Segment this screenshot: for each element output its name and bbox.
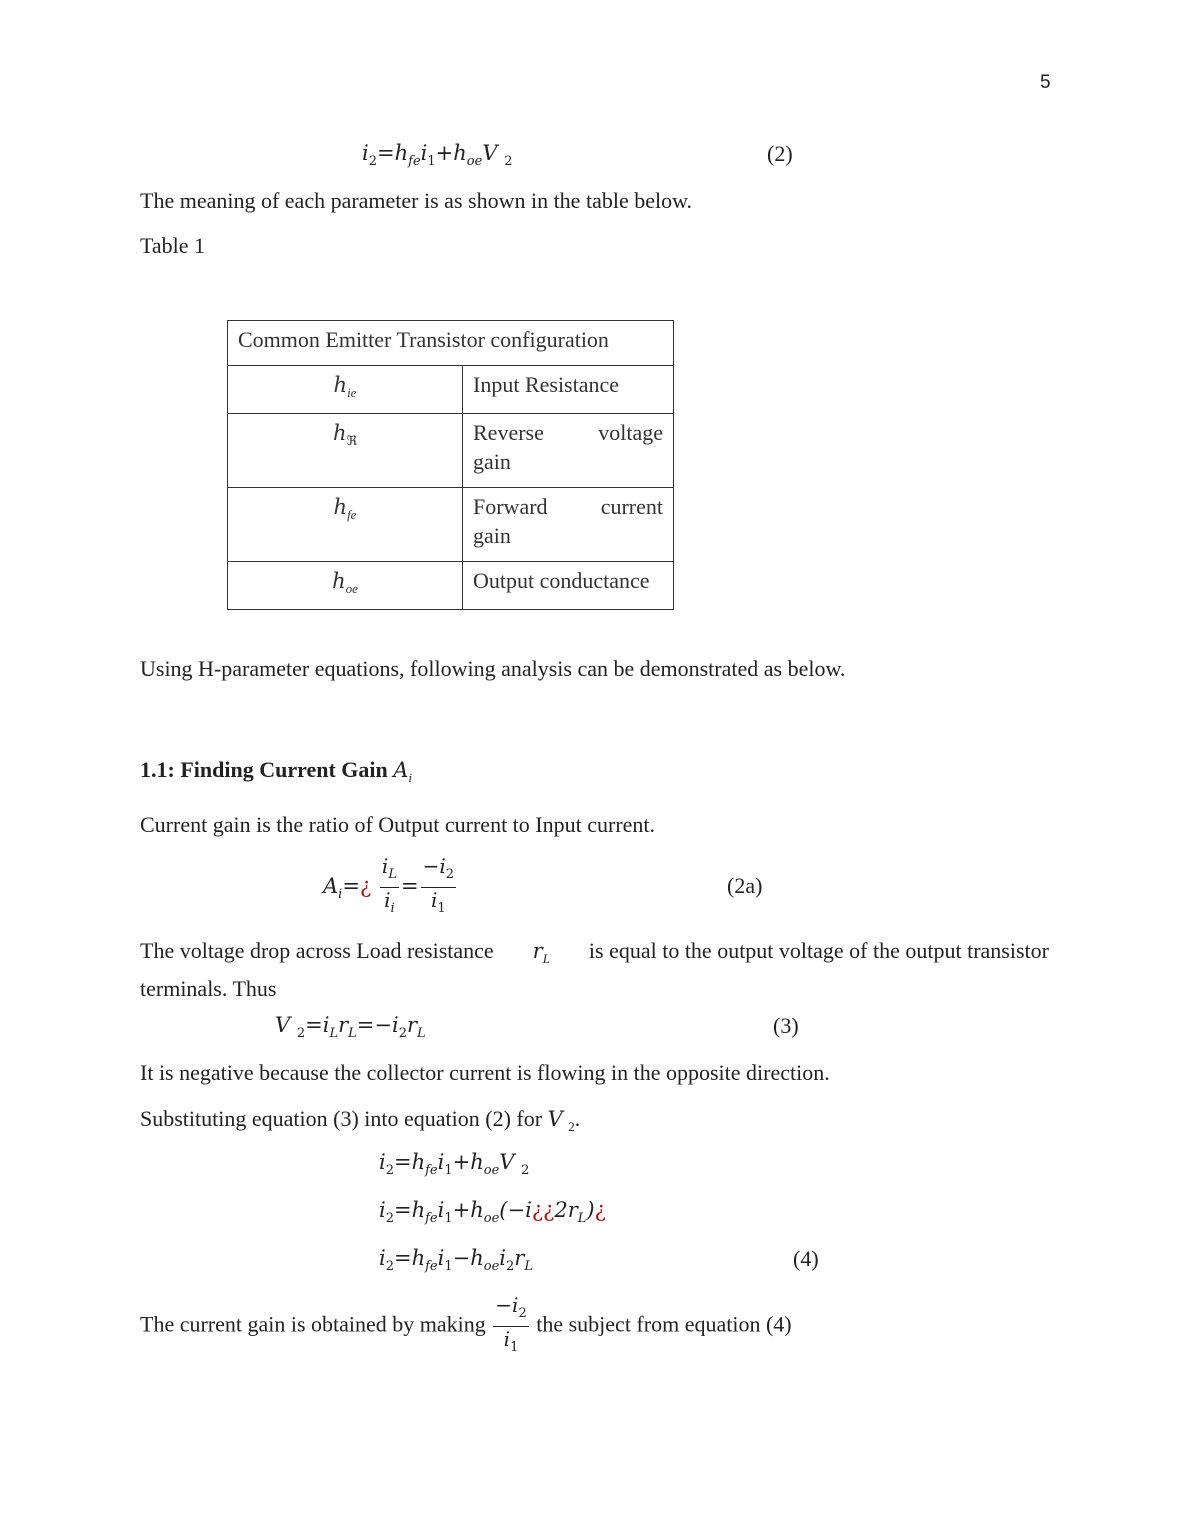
- equation-2-number: (2): [767, 141, 793, 166]
- table-header: Common Emitter Transistor configuration: [228, 321, 674, 366]
- table-row: [228, 488, 674, 562]
- table-label: Table 1: [140, 233, 206, 258]
- paragraph-analysis-intro: Using H-parameter equations, following analysis can be demonstrated as below.: [140, 656, 846, 681]
- equation-4-number: (4): [793, 1246, 819, 1271]
- equation-2a: $A_i=¿$ $\frac{i_L}{i_i}$ = $\frac{-i_2}{i_1}$: [323, 854, 454, 916]
- param-description: Input Resistance: [463, 366, 674, 414]
- param-symbol: $h_ℜ$: [228, 414, 463, 488]
- param-symbol: $h_{fe}$: [228, 488, 463, 562]
- table-row: [228, 414, 674, 488]
- paragraph-current-gain-final: The current gain is obtained by making $\frac{-i_2}{i_1}$ the subject from equation (4): [140, 1293, 792, 1355]
- table-row: [228, 562, 674, 610]
- equation-4-step1: $i_2=h_{fe}i_1+h_{oe}V$ $_2$: [379, 1150, 530, 1178]
- h-parameter-table: [227, 320, 674, 610]
- equation-4-step3: $i_2=h_{fe}i_1-h_{oe}i_2r_L$: [379, 1246, 533, 1274]
- paragraph-voltage-drop: The voltage drop across Load resistance $r_L$ is equal to the output voltage of the output transistor terminals. Thus: [140, 938, 1049, 1001]
- section-heading: 1.1: Finding Current Gain $A_i$: [140, 757, 413, 785]
- param-description: Output conductance: [463, 562, 674, 610]
- param-symbol: $h_{oe}$: [228, 562, 463, 610]
- paragraph-table-intro: The meaning of each parameter is as shown in the table below.: [140, 188, 693, 213]
- page-number: 5: [1040, 72, 1051, 93]
- param-description: Reverse voltage gain: [463, 414, 674, 488]
- paragraph-substitution: Substituting equation (3) into equation (2) for V $_2$.: [140, 1106, 581, 1134]
- equation-4-step2: $i_2=h_{fe}i_1+h_{oe}(-i¿¿2r_L)¿$: [379, 1198, 606, 1226]
- equation-3-number: (3): [773, 1013, 799, 1038]
- equation-2: $i_2=h_{fe}i_1+h_{oe}V$ $_2$: [362, 141, 513, 169]
- param-description: Forward current gain: [463, 488, 674, 562]
- paragraph-current-gain-def: Current gain is the ratio of Output current to Input current.: [140, 812, 656, 837]
- equation-3: V $_2=i_Lr_L=-i_2r_L$: [275, 1013, 426, 1041]
- table-row: [228, 366, 674, 414]
- equation-2a-number: (2a): [727, 873, 763, 898]
- paragraph-negative: It is negative because the collector current is flowing in the opposite direction.: [140, 1060, 830, 1085]
- param-symbol: $h_{ie}$: [228, 366, 463, 414]
